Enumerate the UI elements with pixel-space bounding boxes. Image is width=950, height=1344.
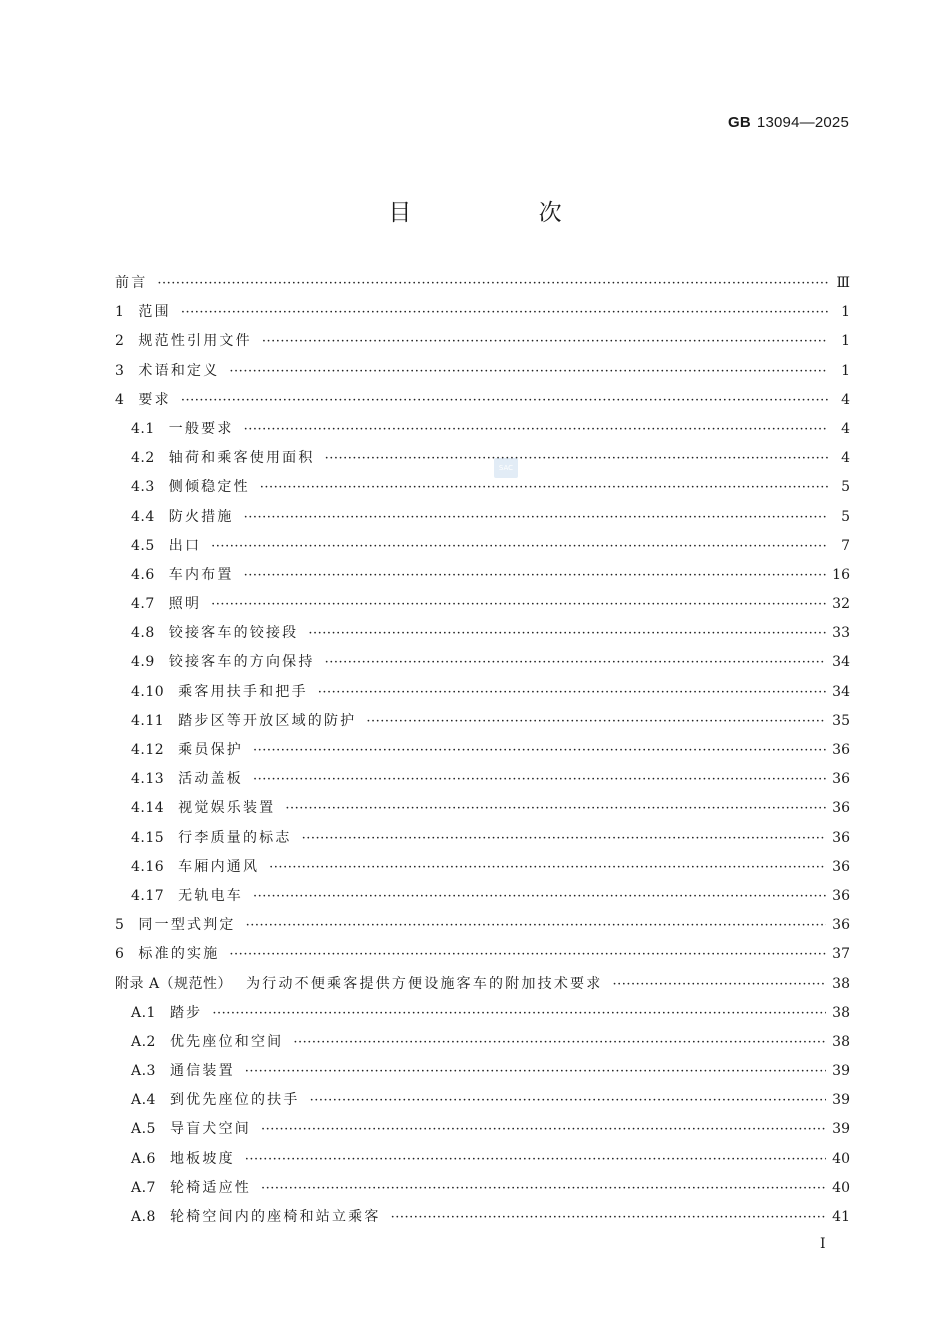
toc-entry-title: 无轨电车	[178, 887, 243, 904]
toc-entry-number: 4.11	[131, 712, 165, 729]
toc-entry-page: 7	[841, 537, 850, 554]
toc-entry-title: 踏步区等开放区域的防护	[178, 712, 357, 729]
toc-entry[interactable]	[115, 415, 850, 444]
toc-entry[interactable]	[115, 1145, 850, 1174]
toc-entry[interactable]	[115, 561, 850, 590]
toc-entry-title: 侧倾稳定性	[168, 479, 250, 496]
toc-entry-page: 4	[841, 450, 850, 467]
toc-entry-title: 导盲犬空间	[169, 1121, 251, 1138]
toc-entry-title: 铰接客车的方向保持	[168, 654, 315, 671]
toc-leader-dots	[262, 327, 828, 356]
toc-entry-title: 出口	[168, 537, 202, 554]
toc-entry-page: 36	[832, 829, 850, 846]
toc-entry-number: 4.5	[131, 537, 155, 554]
toc-entry-number: 2	[115, 333, 125, 350]
toc-entry-page: 39	[832, 1063, 850, 1080]
toc-entry-title: 车厢内通风	[178, 858, 260, 875]
toc-entry[interactable]	[115, 648, 850, 677]
toc-entry-number: 1	[115, 304, 125, 321]
toc-entry-number: 4.9	[131, 654, 155, 671]
toc-entry-page: 39	[832, 1092, 850, 1109]
toc-entry-number: 4.7	[131, 596, 155, 613]
toc-entry-title: 同一型式判定	[138, 917, 236, 934]
toc-entry-number: 4.10	[131, 683, 165, 700]
toc-entry-page: 4	[841, 420, 850, 437]
toc-entry-number: 3	[115, 362, 125, 379]
toc-entry-page: 36	[832, 858, 850, 875]
toc-entry[interactable]	[115, 503, 850, 532]
toc-entry-page: 38	[832, 1004, 850, 1021]
toc-entry-number: A.2	[131, 1033, 156, 1050]
toc-leader-dots	[157, 269, 828, 298]
toc-entry[interactable]	[115, 1057, 850, 1086]
toc-entry-title: 要求	[138, 391, 171, 408]
toc-entry[interactable]	[115, 999, 850, 1028]
toc-entry-number: 4.12	[131, 742, 165, 758]
toc-entry-page: 37	[832, 946, 850, 963]
toc-leader-dots	[391, 1203, 827, 1232]
toc-entry-page: 40	[832, 1179, 850, 1196]
toc-entry-page: 36	[832, 887, 850, 904]
toc-entry[interactable]	[115, 532, 850, 561]
toc-entry-number: A.4	[131, 1092, 156, 1109]
toc-entry-title: 视觉娱乐装置	[178, 800, 276, 817]
toc-entry-number: 4.14	[131, 800, 165, 817]
toc-entry-title: 为行动不便乘客提供方便设施客车的附加技术要求	[246, 975, 603, 992]
toc-entry-page: 4	[841, 391, 850, 408]
toc-entry-number: A.5	[131, 1121, 156, 1138]
toc-entry-number: 4.17	[131, 887, 165, 904]
toc-entry-number: 5	[115, 917, 125, 934]
toc-entry-number: 4	[115, 391, 125, 408]
toc-entry-title: 术语和定义	[138, 362, 220, 379]
toc-entry[interactable]	[115, 444, 850, 473]
toc-leader-dots	[261, 1115, 826, 1144]
toc-entry-number: A.7	[131, 1179, 156, 1196]
standard-number: 13094—2025	[756, 114, 849, 131]
toc-leader-dots	[181, 386, 828, 415]
toc-leader-dots	[212, 999, 826, 1028]
toc-entry[interactable]	[115, 736, 850, 765]
toc-leader-dots	[244, 561, 827, 590]
toc-leader-dots	[229, 357, 828, 386]
toc-entry[interactable]	[115, 882, 850, 911]
table-of-contents	[115, 269, 850, 1232]
standard-prefix: GB	[728, 114, 751, 131]
toc-entry[interactable]	[115, 794, 850, 823]
toc-entry-page: 1	[841, 333, 850, 350]
toc-leader-dots	[308, 619, 826, 648]
toc-leader-dots	[310, 1086, 827, 1115]
toc-entry-number: 4.4	[131, 508, 155, 525]
toc-leader-dots	[366, 707, 826, 736]
toc-entry-number: 4.15	[131, 829, 165, 846]
toc-entry[interactable]	[115, 678, 850, 707]
toc-entry[interactable]	[115, 357, 850, 386]
toc-leader-dots	[261, 1174, 826, 1203]
toc-entry-title: 防火措施	[168, 508, 234, 525]
toc-entry[interactable]	[115, 911, 850, 940]
toc-entry[interactable]	[115, 853, 850, 882]
toc-entry[interactable]	[115, 940, 850, 969]
toc-entry-title: 轮椅空间内的座椅和站立乘客	[169, 1209, 381, 1225]
toc-leader-dots	[253, 736, 826, 765]
toc-entry[interactable]	[115, 473, 850, 502]
toc-entry-page: 36	[832, 742, 850, 758]
toc-leader-dots	[260, 473, 828, 502]
toc-entry[interactable]	[115, 619, 850, 648]
toc-entry-page: 39	[832, 1121, 850, 1138]
toc-entry-number: A.1	[131, 1004, 156, 1021]
page-number: I	[820, 1236, 826, 1252]
toc-entry-title: 规范性引用文件	[138, 333, 252, 350]
toc-entry-number: 4.13	[131, 771, 165, 788]
toc-entry-page: Ⅲ	[836, 275, 850, 291]
toc-entry[interactable]	[115, 824, 850, 853]
toc-entry-page: 16	[832, 566, 850, 583]
toc-entry-page: 5	[841, 508, 850, 525]
toc-entry-page: 32	[832, 596, 850, 613]
toc-entry-page: 1	[841, 304, 850, 321]
toc-entry-title: 车内布置	[168, 566, 234, 583]
toc-entry-title: 前言	[115, 275, 148, 291]
toc-entry-number: A.8	[131, 1209, 156, 1225]
toc-leader-dots	[211, 590, 826, 619]
toc-entry-page: 36	[832, 771, 850, 788]
toc-entry-title: 优先座位和空间	[169, 1033, 284, 1050]
toc-entry[interactable]	[115, 269, 850, 298]
toc-leader-dots	[253, 765, 826, 794]
toc-entry-number: 4.6	[131, 566, 155, 583]
toc-entry[interactable]	[115, 1174, 850, 1203]
toc-leader-dots	[245, 1057, 826, 1086]
toc-entry-number: 4.2	[131, 450, 155, 467]
toc-entry-title: 踏步	[169, 1004, 203, 1021]
toc-leader-dots	[244, 503, 828, 532]
toc-entry[interactable]	[115, 298, 850, 327]
toc-leader-dots	[612, 970, 826, 999]
toc-leader-dots	[181, 298, 828, 327]
toc-entry-page: 38	[832, 975, 850, 992]
toc-entry[interactable]	[115, 1203, 850, 1232]
toc-entry-title: 行李质量的标志	[178, 829, 292, 846]
toc-entry-number: 4.16	[131, 858, 165, 875]
toc-entry-number: A.3	[131, 1063, 156, 1080]
toc-entry-page: 36	[832, 800, 850, 817]
toc-entry-title: 乘客用扶手和把手	[178, 683, 308, 700]
toc-entry-number: A.6	[131, 1150, 156, 1167]
toc-entry-title: 地板坡度	[169, 1150, 235, 1167]
toc-entry-page: 36	[832, 917, 850, 934]
toc-entry-title: 轮椅适应性	[169, 1179, 251, 1196]
toc-entry[interactable]	[115, 1115, 850, 1144]
toc-entry-number: 4.3	[131, 479, 155, 496]
toc-leader-dots	[211, 532, 828, 561]
toc-leader-dots	[325, 648, 827, 677]
toc-entry-title: 乘员保护	[178, 742, 243, 758]
toc-entry-title: 轴荷和乘客使用面积	[168, 450, 315, 467]
toc-entry-number: 4.8	[131, 625, 155, 642]
toc-leader-dots	[269, 853, 826, 882]
toc-entry-page: 34	[832, 654, 850, 671]
toc-entry-title: 活动盖板	[178, 771, 243, 788]
watermark-logo: SAC	[494, 458, 518, 478]
toc-entry[interactable]	[115, 1086, 850, 1115]
toc-entry[interactable]	[115, 765, 850, 794]
toc-leader-dots	[325, 444, 828, 473]
toc-entry-page: 34	[832, 683, 850, 700]
toc-leader-dots	[318, 678, 826, 707]
toc-entry-page: 41	[832, 1209, 850, 1225]
toc-entry-title: 照明	[168, 596, 202, 613]
toc-entry-title: 标准的实施	[138, 946, 220, 963]
toc-entry[interactable]	[115, 327, 850, 356]
toc-entry-title: 到优先座位的扶手	[169, 1092, 300, 1109]
toc-entry[interactable]	[115, 970, 850, 999]
toc-leader-dots	[253, 882, 826, 911]
toc-entry[interactable]	[115, 386, 850, 415]
toc-entry[interactable]	[115, 1028, 850, 1057]
toc-entry-title: 通信装置	[169, 1063, 235, 1080]
toc-entry-page: 5	[841, 479, 850, 496]
document-header	[728, 114, 849, 131]
toc-entry[interactable]	[115, 707, 850, 736]
toc-leader-dots	[244, 415, 828, 444]
toc-entry-page: 40	[832, 1150, 850, 1167]
toc-entry[interactable]	[115, 590, 850, 619]
toc-entry-number: 4.1	[131, 420, 155, 437]
toc-leader-dots	[229, 940, 826, 969]
toc-entry-number: 6	[115, 946, 125, 963]
toc-leader-dots	[302, 824, 827, 853]
toc-entry-page: 33	[832, 625, 850, 642]
toc-entry-title: 一般要求	[168, 420, 234, 437]
page-title: 目 次	[388, 200, 622, 226]
toc-leader-dots	[285, 794, 826, 823]
toc-leader-dots	[293, 1028, 826, 1057]
toc-leader-dots	[245, 1145, 826, 1174]
toc-entry-page: 38	[832, 1033, 850, 1050]
toc-entry-title: 铰接客车的铰接段	[168, 625, 299, 642]
toc-entry-number: 附录 A（规范性）	[115, 975, 233, 992]
toc-leader-dots	[246, 911, 827, 940]
toc-entry-title: 范围	[138, 304, 171, 321]
toc-entry-page: 1	[841, 362, 850, 379]
toc-entry-page: 35	[832, 712, 850, 729]
